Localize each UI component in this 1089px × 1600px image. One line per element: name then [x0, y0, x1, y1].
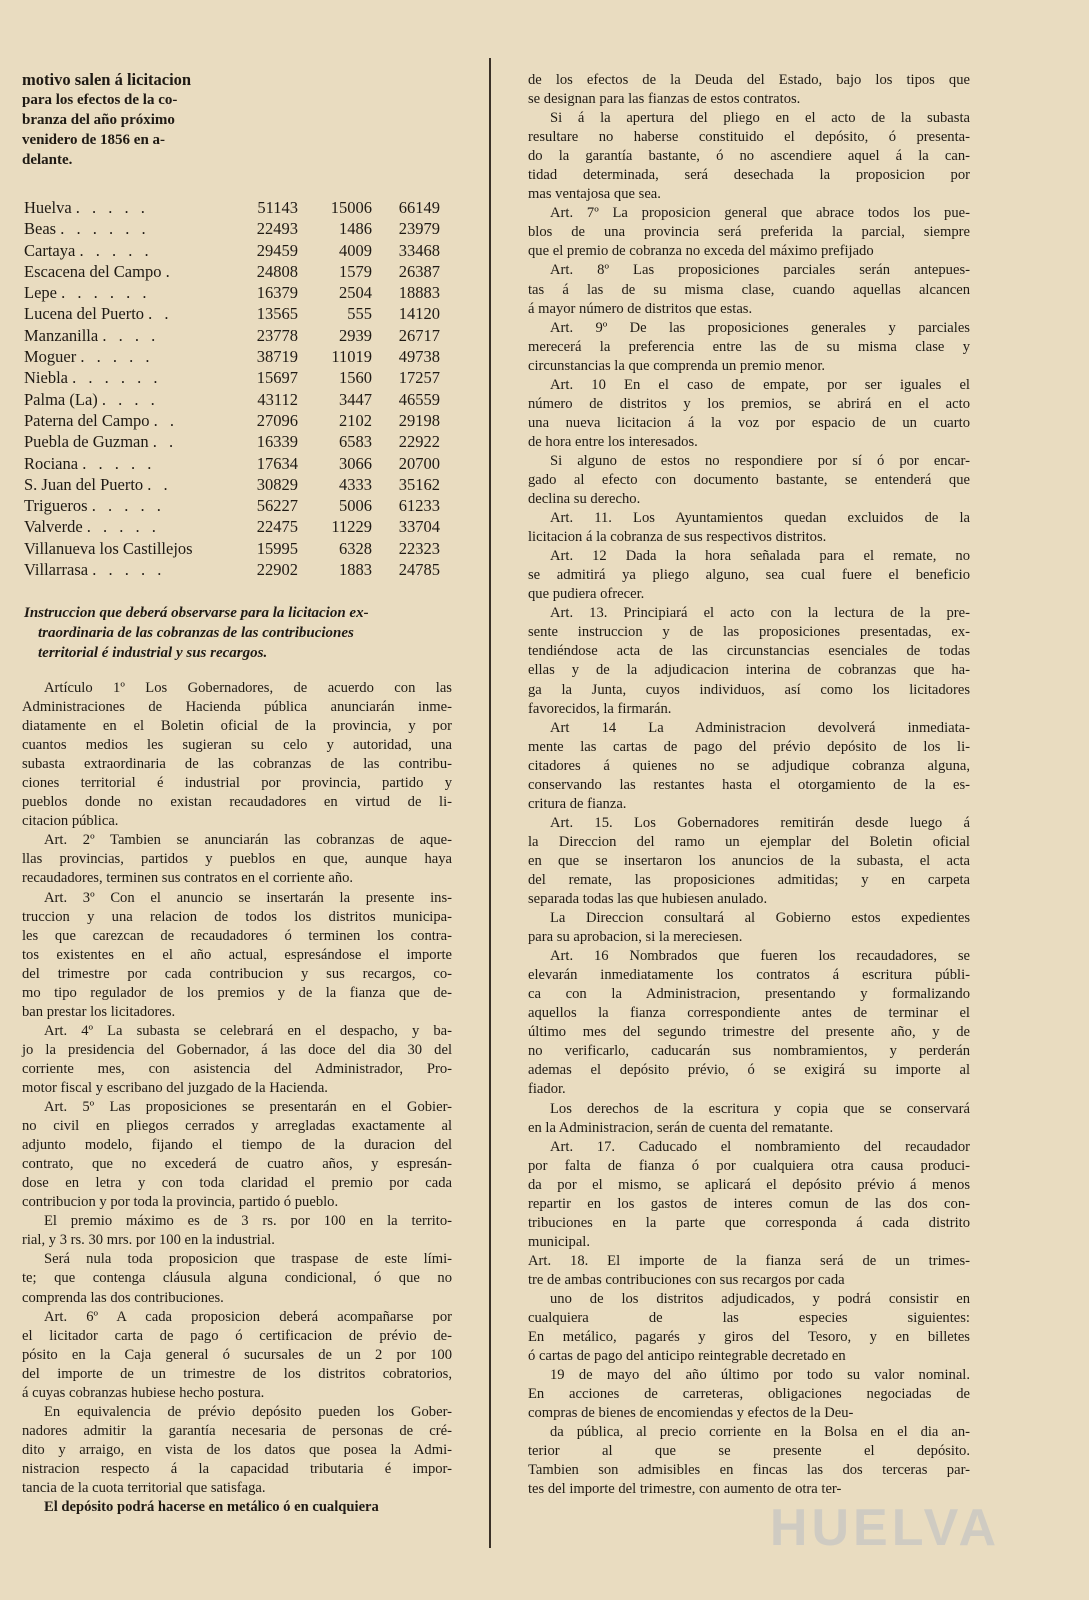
table-cell-c1: 15697 [256, 368, 298, 388]
text-line: Si á la apertura del pliego en el acto de la subasta [550, 110, 970, 127]
text-line: no verificarlo, caducarán sus nombramientos, y perderán [528, 1043, 970, 1060]
text-line: en que se insertaron los anuncios de la subasta, el acta [528, 852, 970, 869]
text-line: aquellos la fianza correspondiente antes de terminar el [528, 1005, 970, 1022]
table-heading [22, 70, 232, 170]
text-line: Art. 5º Las proposiciones se presentarán en el Gobier- [44, 1099, 452, 1116]
text-line: ciones territorial é industrial por provincia, partido y [22, 775, 452, 792]
district-name-text: Moguer [24, 347, 77, 367]
leader-dots: . . . . . [86, 517, 160, 537]
text-line: tes del importe del trimestre, con aumento de otra ter- [528, 1481, 842, 1498]
district-name [24, 559, 244, 580]
district-name [24, 453, 244, 474]
text-line: tendiéndose acta de las circunstancias esenciales de todas [528, 643, 970, 660]
heading-line: branza del año próximo [22, 112, 175, 128]
text-line: declina su derecho. [528, 491, 641, 508]
district-name-text: Cartaya [24, 240, 76, 260]
table-row [24, 240, 454, 261]
text-line: Será nula toda proposicion que traspase de este lími- [44, 1251, 452, 1268]
text-line: á mayor número de distritos que estas. [528, 300, 753, 317]
district-name-text: Villanueva los Castillejos [24, 538, 193, 558]
leader-dots: . [165, 261, 174, 281]
table-cell-c1: 22493 [256, 219, 298, 239]
text-line: jo la presidencia del Gobernador, á las doce del dia 30 del [22, 1041, 452, 1058]
text-line: Art. 7º La proposicion general que abrace todos los pue- [550, 205, 970, 222]
table-cell-c1: 13565 [256, 304, 298, 324]
district-name-text: Niebla [24, 368, 68, 388]
text-line: Art. 17. Caducado el nombramiento del recaudador [550, 1138, 970, 1155]
text-line: da pública, al precio corriente en la Bolsa en el dia an- [550, 1424, 970, 1441]
table-cell-c2: 6583 [339, 432, 372, 452]
table-cell-c2: 1486 [339, 219, 372, 239]
text-line: cualquiera de las especies siguientes: [528, 1310, 970, 1327]
leader-dots: . . . . . [92, 560, 166, 580]
table-cell-c2: 1579 [339, 261, 372, 281]
text-line: dose en letra y con toda claridad el premio por cada [22, 1175, 452, 1192]
text-line: Los derechos de la escritura y copia que se conservará [550, 1100, 970, 1117]
table-cell-c3: 24785 [398, 560, 440, 580]
text-line: tre de ambas contribuciones con sus recargos por cada [528, 1271, 845, 1288]
table-row [24, 282, 454, 303]
district-name-text: S. Juan del Puerto [24, 474, 144, 494]
table-cell-c1: 27096 [256, 410, 298, 430]
district-name-text: Escacena del Campo [24, 261, 162, 281]
table-row [24, 410, 454, 431]
table-cell-c3: 61233 [398, 496, 440, 516]
text-line: Art. 10 En el caso de empate, por ser iguales el [550, 376, 970, 393]
district-name [24, 516, 244, 537]
table-cell-c2: 6328 [339, 538, 372, 558]
table-cell-c1: 56227 [256, 496, 298, 516]
leader-dots: . . [152, 432, 178, 452]
table-row [24, 218, 454, 239]
table-cell-c2: 11229 [331, 517, 372, 537]
text-line: municipal. [528, 1233, 591, 1250]
table-row [24, 261, 454, 282]
district-name [24, 282, 244, 303]
text-line: tancia de la cuota territorial que satisfaga. [22, 1479, 266, 1496]
text-line: una nueva licitacion á la voz por espacio de un cuarto [528, 414, 970, 431]
text-line: Art. 18. El importe de la fianza será de un trimes- [528, 1252, 970, 1269]
table-cell-c3: 33468 [398, 240, 440, 260]
text-line: licitacion á la cobranza de sus respectivos distritos. [528, 529, 827, 546]
text-line: ga la Junta, cuyos individuos, así como los licitadores [528, 681, 970, 698]
text-line: el licitador carta de pago ó certificacion de prévio de- [22, 1327, 452, 1344]
text-line: resultare no haberse constituido el depósito, ó presenta- [528, 129, 970, 146]
text-line: Art. 16 Nombrados que fueren los recaudadores, se [550, 948, 970, 965]
text-line: En equivalencia de prévio depósito pueden los Gober- [44, 1403, 452, 1420]
district-name [24, 218, 244, 239]
district-name [24, 389, 244, 410]
watermark-logo: HUELVA [769, 1499, 1000, 1557]
table-row [24, 325, 454, 346]
district-name-text: Lucena del Puerto [24, 304, 145, 324]
leader-dots: . . . . . [79, 240, 153, 260]
district-name [24, 538, 244, 559]
text-line: Artículo 1º Los Gobernadores, de acuerdo con las [44, 680, 452, 696]
text-line: por falta de fianza ó por cualquiera otra causa produci- [528, 1157, 970, 1174]
table-cell-c1: 22475 [256, 517, 298, 537]
table-cell-c2: 2504 [339, 283, 372, 303]
leader-dots: . . . . . [82, 453, 156, 473]
leader-dots: . . . . [102, 325, 160, 345]
table-cell-c1: 29459 [256, 240, 298, 260]
text-line: Art 14 La Administracion devolverá inmediata- [550, 719, 970, 736]
text-line: diatamente en el Boletin oficial de la provincia, y por [22, 718, 452, 735]
district-table [24, 197, 454, 580]
text-line: se designan para las fianzas de estos contratos. [528, 91, 801, 108]
table-row [24, 389, 454, 410]
district-name-text: Lepe [24, 283, 57, 303]
text-line: circunstancias la que comprenda un premio menor. [528, 357, 826, 374]
table-cell-c1: 24808 [256, 261, 298, 281]
text-line: Art. 3º Con el anuncio se insertarán la presente ins- [44, 889, 452, 906]
text-line: elevarán inmediatamente los contratos á escritura públi- [528, 967, 970, 984]
text-line: El premio máximo es de 3 rs. por 100 en la territo- [44, 1213, 452, 1230]
table-row [24, 346, 454, 367]
text-line: del remate, las proposiciones admitidas; y en carpeta [528, 871, 970, 888]
text-line: pósito en la Caja general ó sucursales de un 2 por 100 [22, 1346, 452, 1363]
text-line: contrato, que no excederá de cuatro años, y espresán- [22, 1156, 452, 1173]
text-line: ellas y de la adjudicacion interina de cobranzas que ha- [528, 662, 970, 679]
text-line: en la Administracion, serán de cuenta del rematante. [528, 1119, 834, 1136]
district-name-text: Huelva [24, 198, 72, 217]
table-row [24, 559, 454, 580]
text-line: critura de fianza. [528, 795, 627, 812]
table-cell-c2: 1560 [339, 368, 372, 388]
table-cell-c3: 46559 [398, 389, 440, 409]
text-line: la Direccion del ramo un ejemplar del Boletin oficial [528, 833, 970, 850]
text-line: para su aprobacion, si la mereciesen. [528, 929, 743, 946]
text-line: compras de bienes de encomiendas y efectos de la Deu- [528, 1405, 854, 1422]
text-line: citadores á quienes no se adjudique cobranza alguna, [528, 757, 970, 774]
text-line: fiador. [528, 1081, 566, 1098]
text-line: favorecidos, la firmarán. [528, 700, 672, 717]
right-column-text [528, 71, 970, 1500]
text-line: tribuciones en la parte que corresponda á cada distrito [528, 1214, 970, 1231]
text-line: Art. 8º Las proposiciones parciales serán antepues- [550, 262, 970, 279]
leader-dots: . . . . . [91, 496, 165, 516]
text-line: tos existentes en el año actual, espresándose el importe [22, 946, 452, 963]
text-line: te; que contenga cláusula alguna condicional, ó que no [22, 1270, 452, 1287]
leader-dots: . . . . [101, 389, 159, 409]
table-cell-c2: 1883 [339, 560, 372, 580]
table-cell-c3: 17257 [398, 368, 440, 388]
table-cell-c2: 11019 [331, 347, 372, 367]
district-name-text: Valverde [24, 517, 83, 537]
district-name-text: Manzanilla [24, 325, 99, 345]
text-line: En acciones de carreteras, obligaciones negociadas de [528, 1386, 970, 1403]
text-line: dito y arraigo, en vista de los datos que posea la Admi- [22, 1441, 452, 1458]
text-line: En metálico, pagarés y giros del Tesoro, y en billetes [528, 1329, 970, 1346]
table-cell-c1: 51143 [257, 198, 298, 217]
text-line: El depósito podrá hacerse en metálico ó en cualquiera [44, 1499, 379, 1516]
text-line: blos de una provincia será preferida la parcial, siempre [528, 224, 970, 241]
table-row [24, 303, 454, 324]
table-cell-c1: 16379 [256, 283, 298, 303]
text-line: terior al que se presente el depósito. [528, 1443, 970, 1460]
table-cell-c3: 26717 [398, 325, 440, 345]
district-name-text: Puebla de Guzman [24, 432, 149, 452]
text-line: les que carezcan de recaudadores ó terminen los contra- [22, 927, 452, 944]
column-rule [489, 58, 491, 1548]
table-cell-c3: 49738 [398, 347, 440, 367]
table-row [24, 495, 454, 516]
text-line: mas ventajosa que sea. [528, 186, 661, 203]
district-name [24, 325, 244, 346]
text-line: gado al efecto con documento bastante, se entenderá que [528, 471, 970, 488]
text-line: 19 de mayo del año último por todo su valor nominal. [550, 1367, 970, 1384]
text-line: de hora entre los interesados. [528, 433, 698, 450]
text-line: Art. 6º A cada proposicion deberá acompañarse por [44, 1308, 452, 1325]
text-line: Art. 13. Principiará el acto con la lectura de la pre- [550, 605, 970, 622]
text-line: repartir en los gastos de interes comun de las dos con- [528, 1195, 970, 1212]
instruction-title [24, 603, 454, 663]
text-line: que pudiera ofrecer. [528, 586, 645, 603]
text-line: subasta extraordinaria de las cobranzas de las contribu- [22, 756, 452, 773]
text-line: La Direccion consultará al Gobierno estos expedientes [550, 910, 970, 927]
table-cell-c3: 20700 [398, 453, 440, 473]
text-line: nistracion respecto á la capacidad tributaria é impor- [22, 1460, 452, 1477]
table-cell-c3: 18883 [398, 283, 440, 303]
table-cell-c3: 33704 [398, 517, 440, 537]
leader-dots: . . . . . . [60, 219, 150, 239]
text-line: Art. 11. Los Ayuntamientos quedan excluidos de la [550, 510, 970, 527]
table-cell-c3: 26387 [398, 261, 440, 281]
table-cell-c2: 2102 [339, 410, 372, 430]
district-name-text: Beas [24, 219, 57, 239]
table-cell-c3: 14120 [398, 304, 440, 324]
table-cell-c3: 22922 [398, 432, 440, 452]
instruction-title-line: traordinaria de las cobranzas de las contribuciones [38, 625, 354, 641]
text-line: merecerá la preferencia entre las de su misma clase y [528, 338, 970, 355]
table-cell-c1: 17634 [256, 453, 298, 473]
text-line: comprenda las dos contribuciones. [22, 1289, 224, 1306]
table-cell-c1: 22902 [256, 560, 298, 580]
leader-dots: . . [153, 410, 179, 430]
table-cell-c1: 15995 [256, 538, 298, 558]
text-line: Art. 15. Los Gobernadores remitirán desde luego á [550, 814, 970, 831]
text-line: mente las cartas de pago del prévio depósito de los li- [528, 738, 970, 755]
instruction-title-line: territorial é industrial y sus recargos. [38, 645, 268, 661]
district-name-text: Villarrasa [24, 560, 89, 580]
district-name-text: Palma (La) [24, 389, 98, 409]
table-cell-c3: 22323 [398, 538, 440, 558]
text-line: ademas el depósito prévio, ó se exigirá su importe al [528, 1062, 970, 1079]
text-line: del importe de un trimestre de los distritos cobratorios, [22, 1365, 452, 1382]
table-row [24, 431, 454, 452]
text-line: Tambien son admisibles en fincas las dos terceras par- [528, 1462, 970, 1479]
text-line: Administraciones de Hacienda pública anunciarán inme- [22, 699, 452, 716]
text-line: corriente mes, con asistencia del Administrador, Pro- [22, 1060, 452, 1077]
text-line: citacion pública. [22, 813, 119, 830]
leader-dots: . . . . . . [72, 368, 162, 388]
leader-dots: . . . . . . [61, 283, 151, 303]
table-cell-c2: 4333 [339, 474, 372, 494]
table-cell-c1: 43112 [257, 389, 298, 409]
district-name [24, 367, 244, 388]
text-line: conservando las restantes hasta el otorgamiento de la es- [528, 776, 970, 793]
table-row [24, 474, 454, 495]
district-name-text: Paterna del Campo [24, 410, 150, 430]
district-name [24, 261, 244, 282]
table-cell-c2: 4009 [339, 240, 372, 260]
table-cell-c2: 3447 [339, 389, 372, 409]
text-line: se admitirá ya pliego alguno, sea cual fuere el beneficio [528, 567, 970, 584]
district-name [24, 197, 244, 218]
heading-line: para los efectos de la co- [22, 92, 178, 108]
text-line: ca con la Administracion, presentando y formalizando [528, 986, 970, 1003]
district-name [24, 346, 244, 367]
text-line: de los efectos de la Deuda del Estado, bajo los tipos que [528, 72, 970, 88]
table-cell-c1: 30829 [256, 474, 298, 494]
text-line: ó cartas de pago del anticipo reintegrable decretado en [528, 1348, 846, 1365]
heading-line: motivo salen á licitacion [22, 70, 192, 89]
text-line: contribucion y por toda la provincia, partido ó pueblo. [22, 1194, 339, 1211]
text-line: recaudadores, terminen sus contratos en el corriente año. [22, 870, 354, 887]
table-cell-c3: 29198 [398, 410, 440, 430]
table-cell-c3: 35162 [398, 474, 440, 494]
table-row [24, 367, 454, 388]
table-cell-c1: 16339 [256, 432, 298, 452]
text-line: á cuyas cobranzas hubiese hecho postura. [22, 1384, 265, 1401]
district-name-text: Trigueros [24, 496, 88, 516]
text-line: sente instruccion y de las proposiciones presentadas, ex- [528, 624, 970, 641]
text-line: Art. 2º Tambien se anunciarán las cobranzas de aque- [44, 832, 452, 849]
text-line: llas provincias, partidos y pueblos en que, aunque haya [22, 851, 452, 868]
leader-dots: . . [147, 474, 172, 494]
text-line: do la garantía bastante, ó no ascendiere aquel á la can- [528, 148, 970, 165]
text-line: del trimestre por cada contribucion y sus recargos, co- [22, 965, 452, 982]
text-line: Art. 9º De las proposiciones generales y parciales [550, 319, 970, 336]
text-line: cuantos medios les sugieran su celo y autoridad, una [22, 737, 452, 754]
district-name [24, 474, 244, 495]
table-cell-c3: 23979 [398, 219, 440, 239]
table-cell-c2: 2939 [339, 325, 372, 345]
text-line: truccion y una relacion de todos los distritos municipa- [22, 908, 452, 925]
district-name [24, 410, 244, 431]
text-line: mo tipo regulador de los premios y de la fianza que de- [22, 984, 452, 1001]
district-name [24, 495, 244, 516]
text-line: motor fiscal y escribano del juzgado de la Hacienda. [22, 1079, 328, 1096]
text-line: tidad determinada, será desechada la proposicion por [528, 167, 970, 184]
table-cell-c2: 555 [347, 304, 372, 324]
table-cell-c3: 66149 [398, 198, 440, 217]
text-line: no civil en pliegos cerrados y arregladas exactamente al [22, 1118, 452, 1135]
district-name-text: Rociana [24, 453, 79, 473]
text-line: Art. 12 Dada la hora señalada para el remate, no [550, 548, 970, 565]
text-line: ban prestar los licitadores. [22, 1003, 176, 1020]
instruction-title-line: Instruccion que deberá observarse para la licitacion ex- [24, 605, 369, 621]
left-column-text [22, 679, 452, 1517]
district-name [24, 431, 244, 452]
text-line: tas á las de su misma clase, cuando aquellas alcancen [528, 281, 970, 298]
text-line: Art. 4º La subasta se celebrará en el despacho, y ba- [44, 1022, 452, 1039]
text-line: separada todas las que hubiesen anulado. [528, 891, 768, 908]
table-cell-c2: 15006 [330, 198, 372, 217]
leader-dots: . . [148, 304, 173, 324]
table-row [24, 453, 454, 474]
table-cell-c2: 5006 [339, 496, 372, 516]
table-row [24, 516, 454, 537]
text-line: Si alguno de estos no respondiere por sí ó por encar- [550, 452, 970, 469]
heading-line: delante. [22, 152, 73, 168]
text-line: rial, y 3 rs. 30 mrs. por 100 en la industrial. [22, 1232, 275, 1249]
district-name [24, 240, 244, 261]
text-line: da por el mismo, se aplicará el depósito prévio á menos [528, 1176, 970, 1193]
text-line: uno de los distritos adjudicados, y podrá consistir en [550, 1291, 970, 1307]
table-cell-c1: 38719 [256, 347, 298, 367]
text-line: nadores admitir la garantía necesaria de personas de cré- [22, 1422, 452, 1439]
text-line: que el premio de cobranza no exceda del máximo prefijado [528, 243, 874, 260]
table-row [24, 197, 454, 218]
text-line: último mes del segundo trimestre del presente año, y de [528, 1024, 970, 1041]
table-cell-c1: 23778 [256, 325, 298, 345]
leader-dots: . . . . . [80, 347, 154, 367]
leader-dots: . . . . . [75, 198, 149, 217]
text-line: adjunto modelo, fijando el tiempo de la duracion del [22, 1137, 452, 1154]
heading-line: venidero de 1856 en a- [22, 132, 166, 148]
district-name [24, 303, 244, 324]
text-line: pueblos donde no existan recaudadores en virtud de li- [22, 794, 452, 811]
table-cell-c2: 3066 [339, 453, 372, 473]
table-row [24, 538, 454, 559]
text-line: número de distritos y los premios, se abrirá en el acto [528, 395, 970, 412]
